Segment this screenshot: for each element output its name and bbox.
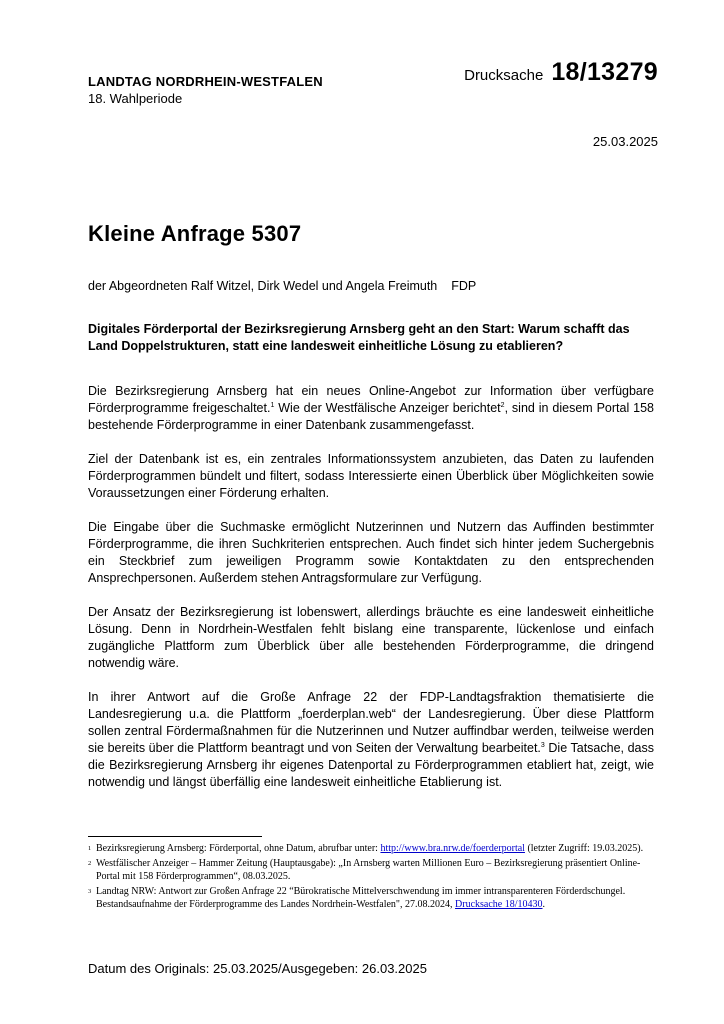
footnote-number: 3 bbox=[88, 888, 92, 895]
paragraph-5-part-b: Die Tatsache, dass die Bezirksregierung Arnsberg ihr eigenes Datenportal zu Förderprogrammen etabliert hat, zeigt, wie notwendig und längst überfällig eine landesweit einheitliche Etablierung ist. bbox=[88, 741, 655, 789]
authors-line bbox=[88, 279, 476, 293]
document-date: 25.03.2025 bbox=[592, 134, 658, 149]
paragraph-1-part-a: Die Bezirksregierung Arnsberg hat ein neues Online-Angebot zur Information über verfügbare Förderprogramme freigeschaltet. bbox=[88, 384, 654, 415]
footnote-1-tail: (letzter Zugriff: 19.03.2025). bbox=[524, 843, 644, 854]
footnote-ref-2: 2 bbox=[500, 401, 505, 409]
paragraph-4: Der Ansatz der Bezirksregierung ist lobenswert, allerdings bräuchte es eine landesweit einheitliche Lösung. Denn in Nordrhein-Westfalen fehlt bislang eine transparente, lückenlose und einfach zugängliche Plattform zum Überblick über alle bestehenden Förderprogramme, die dringend notwendig wäre. bbox=[88, 605, 654, 670]
paragraph-3: Die Eingabe über die Suchmaske ermöglicht Nutzerinnen und Nutzern das Auffinden bestimmter Förderprogramme, die ihren Suchkriterien entsprechen. Auch findet sich hinter jedem Suchergebnis ein Steckbrief zum jeweiligen Programm sowie Kontaktdaten zu den entsprechenden Ansprechpersonen. Außerdem stehen Antragsformulare zur Verfügung. bbox=[88, 520, 654, 585]
drucksache-number: 18/13279 bbox=[551, 58, 658, 86]
party-name: FDP bbox=[451, 279, 477, 293]
paragraph-5 bbox=[88, 689, 654, 791]
footer-dates: Datum des Originals: 25.03.2025/Ausgegeben: 26.03.2025 bbox=[88, 961, 427, 976]
footnote-2-text: Westfälischer Anzeiger – Hammer Zeitung (Hauptausgabe): „In Arnsberg warten Millionen Euro – Bezirksregierung präsentiert Online-Portal mit 158 Förderprogrammen“, 08.03.2025. bbox=[96, 858, 641, 882]
parliament-name: LANDTAG NORDRHEIN-WESTFALEN bbox=[88, 74, 323, 89]
paragraph-1 bbox=[88, 383, 654, 434]
footnote-number: 1 bbox=[88, 845, 92, 852]
footnote-ref-1: 1 bbox=[270, 401, 275, 409]
header-left bbox=[88, 73, 323, 107]
footnote-2 bbox=[88, 857, 654, 883]
subject-heading: Digitales Förderportal der Bezirksregierung Arnsberg geht an den Start: Warum schafft das Land Doppelstrukturen, statt eine landesweit einheitliche Lösung zu etablieren? bbox=[88, 322, 630, 353]
body-text bbox=[88, 383, 654, 808]
footnote-1-link[interactable]: http://www.bra.nrw.de/foerderportal bbox=[380, 843, 525, 854]
document-title: Kleine Anfrage 5307 bbox=[88, 221, 302, 246]
drucksache-label: Drucksache bbox=[464, 67, 544, 84]
footnote-divider bbox=[88, 836, 262, 837]
footnote-1-text: Bezirksregierung Arnsberg: Förderportal, ohne Datum, abrufbar unter: bbox=[96, 843, 381, 854]
footnote-3-tail: . bbox=[542, 899, 545, 910]
footnote-1 bbox=[88, 842, 654, 855]
footnote-3 bbox=[88, 885, 654, 911]
footnote-3-link[interactable]: Drucksache 18/10430 bbox=[455, 899, 543, 910]
footnote-ref-3: 3 bbox=[540, 741, 545, 749]
paragraph-1-part-c: , sind in diesem Portal 158 bestehende Förderprogramme in einer Datenbank zusammengefasst. bbox=[88, 401, 654, 432]
paragraph-1-part-b: Wie der Westfälische Anzeiger berichtet bbox=[274, 401, 501, 415]
paragraph-5-part-a: In ihrer Antwort auf die Große Anfrage 22 der FDP-Landtagsfraktion thematisierte die Landesregierung u.a. die Plattform „foerderplan.web“ der Landesregierung. Über diese Plattform sollen zentral Fördermaßnahmen für die Nutzerinnen und Nutzer auffindbar werden, teilweise werden sie bereits über die Plattform beantragt und von Seiten der Verwaltung bearbeitet. bbox=[88, 690, 654, 755]
drucksache-header bbox=[464, 58, 658, 87]
footnote-3-text: Landtag NRW: Antwort zur Großen Anfrage 22 “Bürokratische Mittelverschwendung im immer intransparenteren Förderdschungel. Bestandsaufnahme der Förderprogramme des Landes Nordrhein-Westfalen", 27.08.2024, bbox=[96, 886, 626, 910]
paragraph-2: Ziel der Datenbank ist es, ein zentrales Informationssystem anzubieten, das Daten zu laufenden Förderprogrammen bündelt und filtert, sodass Interessierte einen Überblick über Möglichkeiten sowie Voraussetzungen einer Förderung erhalten. bbox=[88, 452, 654, 500]
footnote-number: 2 bbox=[88, 860, 92, 867]
footnote-text bbox=[96, 842, 654, 855]
legislative-period: 18. Wahlperiode bbox=[88, 91, 183, 106]
footnote-text bbox=[96, 885, 654, 911]
authors-text: der Abgeordneten Ralf Witzel, Dirk Wedel und Angela Freimuth bbox=[88, 279, 438, 293]
footnotes bbox=[88, 842, 654, 913]
